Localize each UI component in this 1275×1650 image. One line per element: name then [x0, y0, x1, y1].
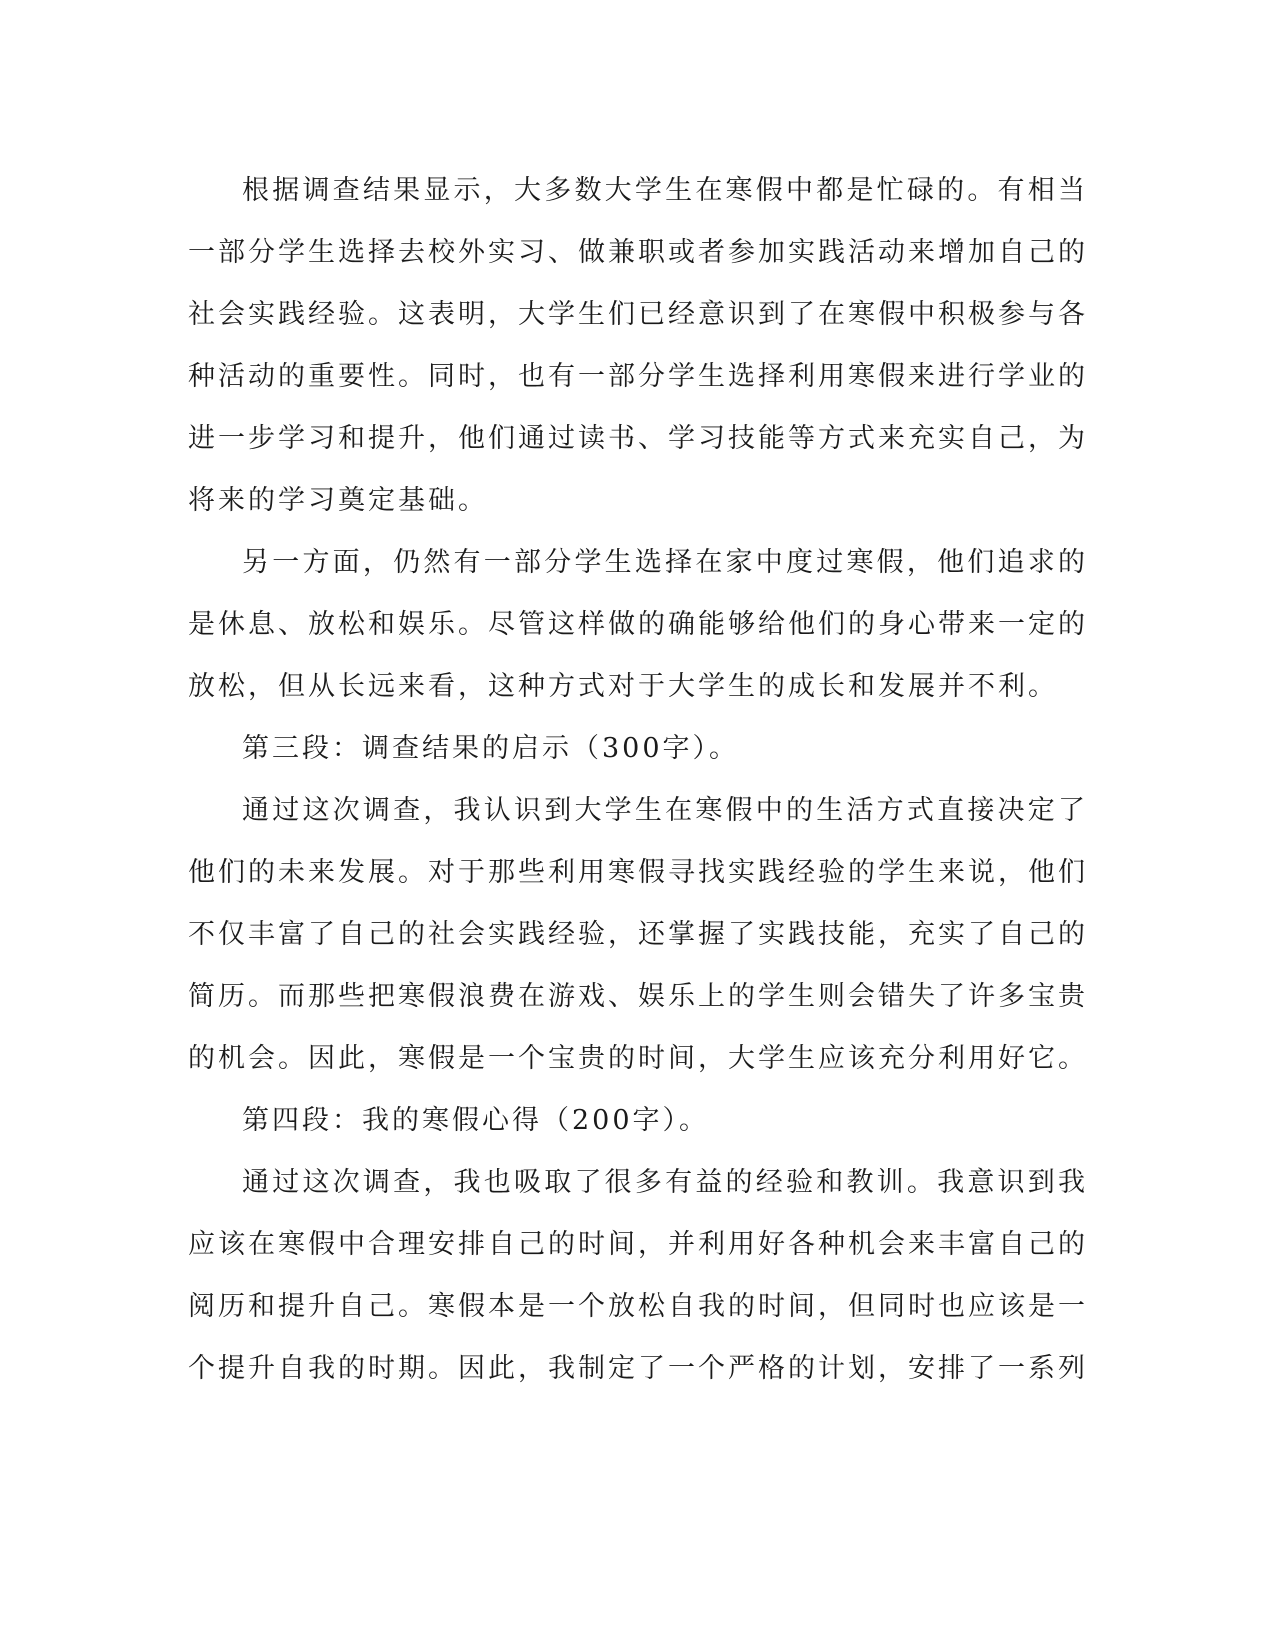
- paragraph-survey-results: 根据调查结果显示，大多数大学生在寒假中都是忙碌的。有相当一部分学生选择去校外实习、做兼职或者参加实践活动来增加自己的社会实践经验。这表明，大学生们已经意识到了在寒假中积极参与各种活动的重要性。同时，也有一部分学生选择利用寒假来进行学业的进一步学习和提升，他们通过读书、学习技能等方式来充实自己，为将来的学习奠定基础。: [188, 175, 1088, 516]
- document-body: [188, 160, 1088, 1400]
- paragraph-insights: 通过这次调查，我认识到大学生在寒假中的生活方式直接决定了他们的未来发展。对于那些利用寒假寻找实践经验的学生来说，他们不仅丰富了自己的社会实践经验，还掌握了实践技能，充实了自己的简历。而那些把寒假浪费在游戏、娱乐上的学生则会错失了许多宝贵的机会。因此，寒假是一个宝贵的时间，大学生应该充分利用好它。: [188, 795, 1088, 1074]
- section-heading-3: 第三段：调查结果的启示（300字）。: [242, 733, 740, 764]
- section-heading-4: 第四段：我的寒假心得（200字）。: [242, 1105, 710, 1136]
- paragraph-my-experience: 通过这次调查，我也吸取了很多有益的经验和教训。我意识到我应该在寒假中合理安排自己的时间，并利用好各种机会来丰富自己的阅历和提升自己。寒假本是一个放松自我的时间，但同时也应该是一个提升自我的时期。因此，我制定了一个严格的计划，安排了一系列: [188, 1167, 1088, 1384]
- paragraph-stay-home: 另一方面，仍然有一部分学生选择在家中度过寒假，他们追求的是休息、放松和娱乐。尽管这样做的确能够给他们的身心带来一定的放松，但从长远来看，这种方式对于大学生的成长和发展并不利。: [188, 547, 1088, 702]
